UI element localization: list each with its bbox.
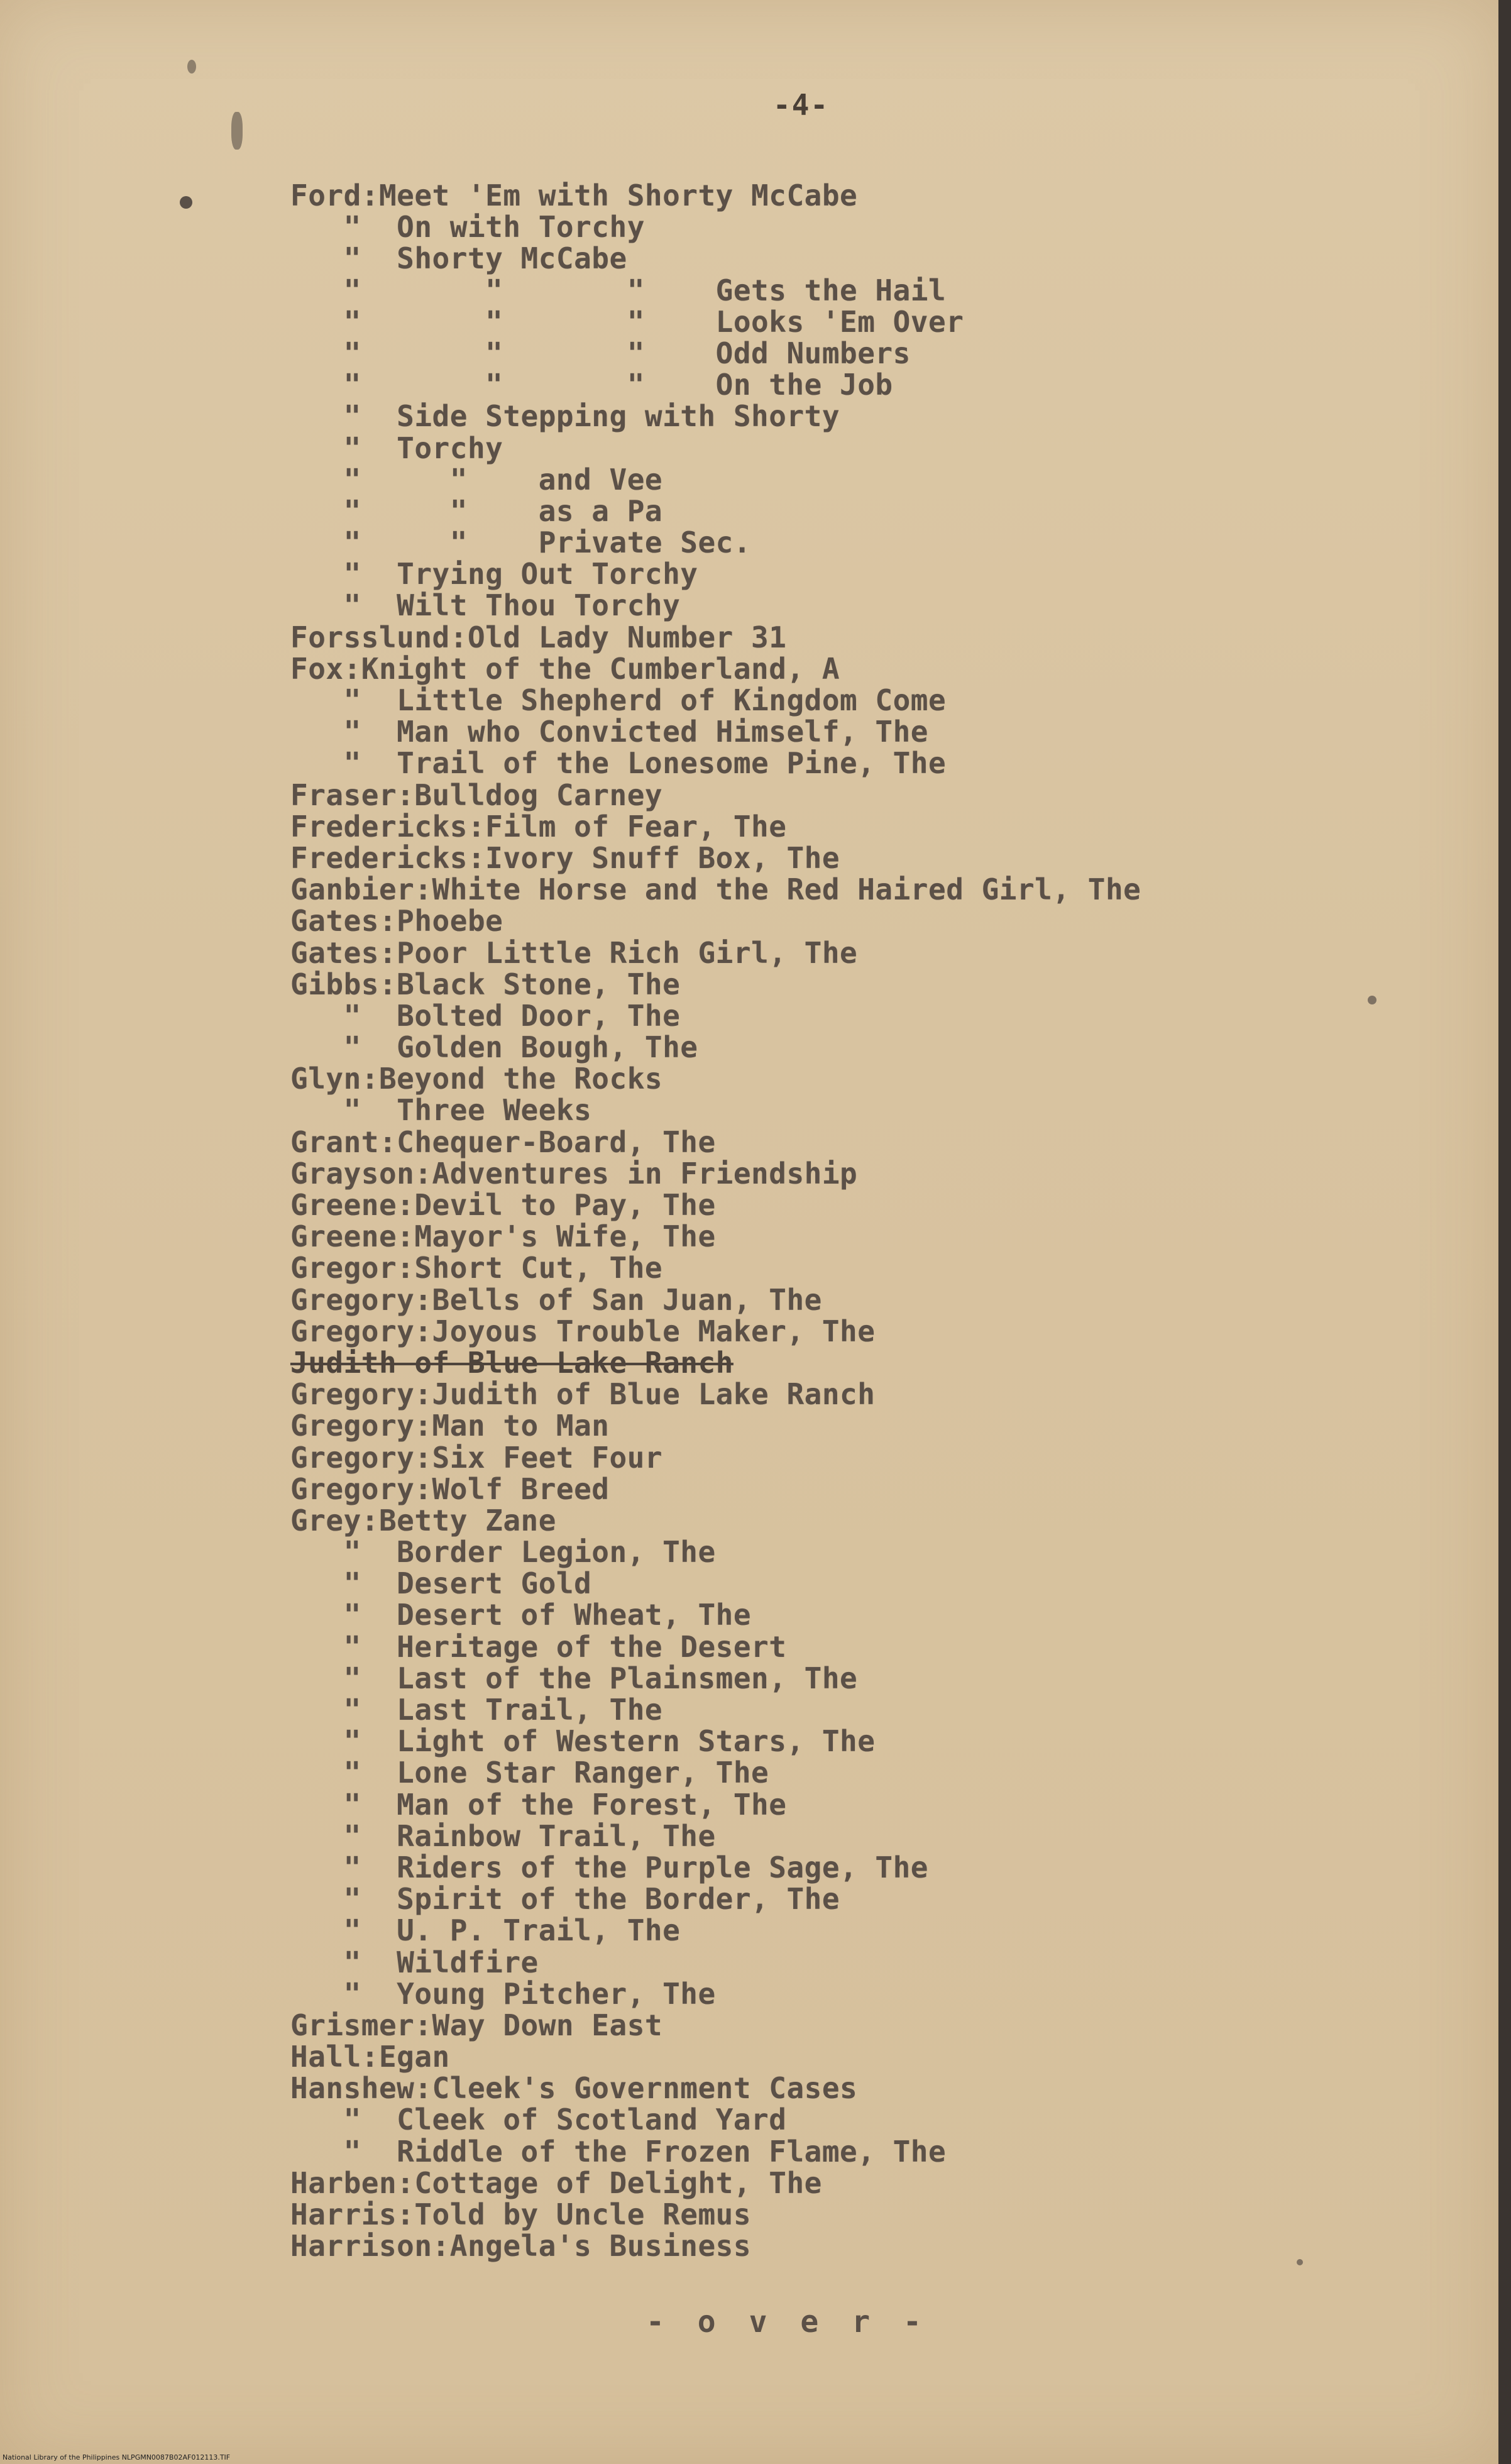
book-entry: Ford:Meet 'Em with Shorty McCabe xyxy=(290,179,858,212)
book-entry: " Young Pitcher, The xyxy=(290,1976,716,2011)
book-entry: " Cleek of Scotland Yard xyxy=(290,2103,787,2137)
book-entry: " " " Looks 'Em Over xyxy=(290,304,964,339)
book-entry: " Wildfire xyxy=(290,1945,539,1979)
book-entry: " " Private Sec. xyxy=(290,525,752,560)
book-entry: " Torchy xyxy=(290,431,503,465)
book-entry: Gregory:Judith of Blue Lake Ranch xyxy=(290,1377,876,1412)
book-entry: " " " On the Job xyxy=(290,368,893,402)
book-entry: Gregory:Joyous Trouble Maker, The xyxy=(290,1314,876,1348)
scan-caption: National Library of the Philippines NLPGMN0087B02AF012113.TIF xyxy=(3,2453,231,2461)
book-entry: " " as a Pa xyxy=(290,493,663,528)
ink-spot xyxy=(180,196,192,209)
book-entry: Gates:Phoebe xyxy=(290,904,503,938)
book-entry: " U. P. Trail, The xyxy=(290,1913,681,1948)
book-entry: Fredericks:Ivory Snuff Box, The xyxy=(290,840,840,875)
book-entry: " " " Odd Numbers xyxy=(290,336,911,370)
book-entry: Grayson:Adventures in Friendship xyxy=(290,1156,858,1191)
book-entry: Gates:Poor Little Rich Girl, The xyxy=(290,935,858,970)
book-entry: " Little Shepherd of Kingdom Come xyxy=(290,683,947,717)
ink-spot xyxy=(1368,996,1376,1004)
footer-over: - o v e r - xyxy=(646,2304,929,2340)
book-entry: Fredericks:Film of Fear, The xyxy=(290,809,787,844)
book-entry: Harris:Told by Uncle Remus xyxy=(290,2197,752,2231)
book-entry: " Golden Bough, The xyxy=(290,1030,698,1065)
book-entry: Gibbs:Black Stone, The xyxy=(290,967,681,1001)
struck-out-line: Judith of Blue Lake Ranch xyxy=(290,1345,734,1380)
book-entry: Fraser:Bulldog Carney xyxy=(290,778,663,812)
book-entry: Gregory:Bells of San Juan, The xyxy=(290,1282,822,1317)
book-entry: " Shorty McCabe xyxy=(290,241,627,276)
book-entry: Greene:Devil to Pay, The xyxy=(290,1188,716,1222)
book-entry: Fox:Knight of the Cumberland, A xyxy=(290,651,840,686)
book-entry: " Desert Gold xyxy=(290,1566,592,1601)
book-entry: " Spirit of the Border, The xyxy=(290,1882,840,1917)
book-entry: " Three Weeks xyxy=(290,1093,592,1128)
book-entry: Greene:Mayor's Wife, The xyxy=(290,1219,716,1254)
book-entry: " Rainbow Trail, The xyxy=(290,1818,716,1853)
book-entry: Grey:Betty Zane xyxy=(290,1503,556,1537)
book-entry: " Heritage of the Desert xyxy=(290,1629,787,1664)
book-entry: " Man of the Forest, The xyxy=(290,1787,787,1822)
book-entry: " Desert of Wheat, The xyxy=(290,1598,752,1632)
book-entry: Gregory:Wolf Breed xyxy=(290,1471,610,1506)
book-entry: " Riders of the Purple Sage, The xyxy=(290,1850,928,1884)
book-entry: " Lone Star Ranger, The xyxy=(290,1756,769,1790)
book-entry: " " " Gets the Hail xyxy=(290,273,947,307)
book-entry: Hanshew:Cleek's Government Cases xyxy=(290,2071,858,2106)
book-entry: " Man who Convicted Himself, The xyxy=(290,715,928,749)
book-entry: " Wilt Thou Torchy xyxy=(290,588,681,623)
book-entry: Gregory:Man to Man xyxy=(290,1409,610,1443)
book-entry: " Last of the Plainsmen, The xyxy=(290,1661,858,1695)
book-entry: " Bolted Door, The xyxy=(290,998,681,1033)
book-entry: " Side Stepping with Shorty xyxy=(290,399,840,434)
book-entry: " Border Legion, The xyxy=(290,1535,716,1570)
book-entry: " Trail of the Lonesome Pine, The xyxy=(290,746,947,781)
ink-spot xyxy=(1297,2259,1303,2265)
book-entry: Forsslund:Old Lady Number 31 xyxy=(290,620,787,654)
page-number: -4- xyxy=(773,88,830,122)
book-entry: " On with Torchy xyxy=(290,210,645,245)
book-entry: Gregory:Six Feet Four xyxy=(290,1440,663,1475)
scan-edge xyxy=(1498,0,1511,2464)
ink-spot xyxy=(187,60,196,74)
book-list xyxy=(290,180,1141,2262)
book-entry: Harben:Cottage of Delight, The xyxy=(290,2165,822,2200)
book-entry: Ganbier:White Horse and the Red Haired Girl, The xyxy=(290,872,1141,907)
book-entry: Grant:Chequer-Board, The xyxy=(290,1125,716,1159)
book-entry: Hall:Egan xyxy=(290,2040,450,2074)
book-entry: " " and Vee xyxy=(290,462,663,497)
book-entry: Grismer:Way Down East xyxy=(290,2008,663,2042)
book-entry: Harrison:Angela's Business xyxy=(290,2229,752,2263)
ink-spot xyxy=(231,112,243,150)
book-entry: " Trying Out Torchy xyxy=(290,557,698,591)
book-entry: " Light of Western Stars, The xyxy=(290,1724,876,1759)
book-entry: " Riddle of the Frozen Flame, The xyxy=(290,2134,947,2169)
book-entry: " Last Trail, The xyxy=(290,1693,663,1727)
book-entry: Glyn:Beyond the Rocks xyxy=(290,1062,663,1096)
book-entry: Gregor:Short Cut, The xyxy=(290,1251,663,1285)
